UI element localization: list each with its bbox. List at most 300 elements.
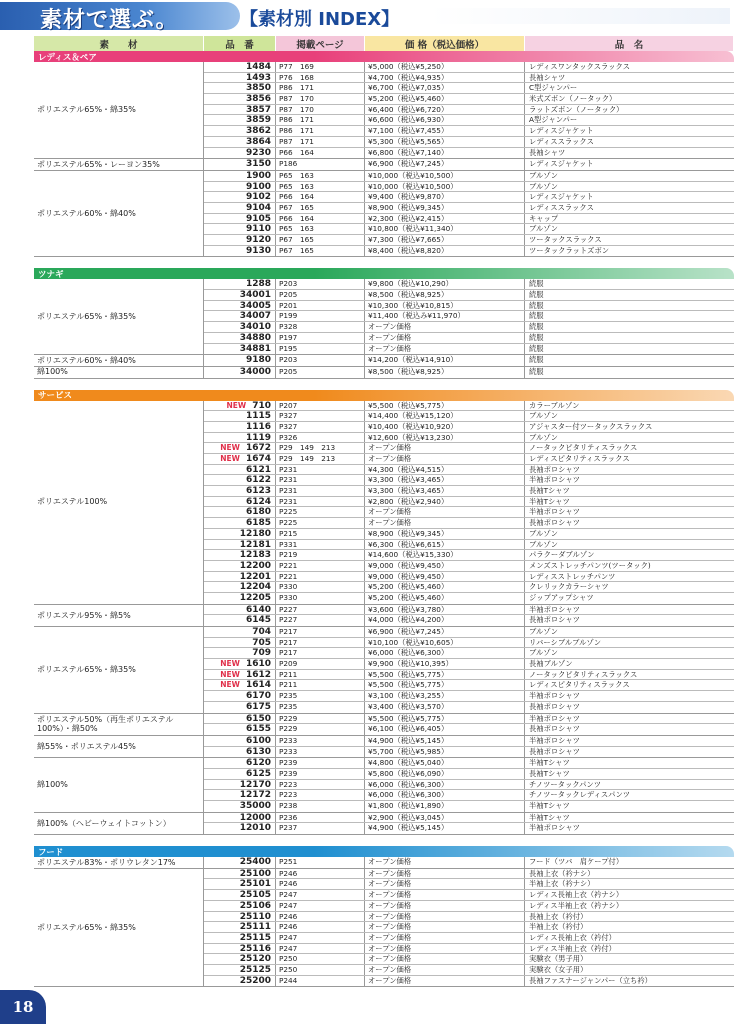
table-row [204,944,734,955]
price-cell: ¥14,400（税込¥15,120） [365,411,525,421]
product-name-cell: 長袖Tシャツ [529,486,570,496]
page-cell: P211 [276,670,365,680]
section-gap [34,257,734,268]
code-cell [204,976,276,987]
price-cell: ¥10,800（税込¥11,340） [365,224,525,234]
product-name-cell: 長袖Tシャツ [529,768,570,778]
page-cell: P237 [276,823,365,834]
product-code: 3862 [245,126,271,137]
product-code: 12170 [239,779,271,790]
column-header-material: 素 材 [34,36,204,51]
table-row [204,638,734,649]
code-cell [204,561,276,571]
product-code: 6175 [245,701,271,712]
price-cell: ¥5,700（税込¥5,985） [365,747,525,758]
product-code: 3856 [245,94,271,105]
product-name-cell: クレリックカラーシャツ [529,582,609,592]
product-code: 3150 [245,159,271,170]
price-cell: ¥6,100（税込¥6,405） [365,724,525,735]
table-row [204,443,734,454]
price-cell: ¥6,000（税込¥6,300） [365,780,525,790]
material-cell: ポリエステル65%・綿35% [34,869,204,987]
code-cell [204,126,276,136]
product-name-cell: リバーシブルブルゾン [529,637,602,647]
product-name-cell: 米式ズボン（ノータック） [529,94,617,104]
product-code: 9130 [245,245,271,256]
section-header: サービス [34,390,734,401]
page-cell: P219 [276,550,365,560]
table-row [204,680,734,691]
page-cell: P246 [276,912,365,922]
code-cell [204,659,276,669]
code-cell [204,518,276,528]
page-number: 18 [0,990,46,1024]
product-code: 25110 [239,911,271,922]
price-cell: オープン価格 [365,333,525,343]
page-cell: P66 164 [276,214,365,224]
product-code: 12183 [239,550,271,561]
code-cell [204,747,276,758]
code-cell [204,333,276,343]
code-cell [204,869,276,879]
price-cell: ¥7,100（税込¥7,455） [365,126,525,136]
table-row [204,529,734,540]
table-row [204,518,734,529]
header-decoration [430,8,730,24]
price-cell: オープン価格 [365,518,525,528]
product-code: 12010 [239,823,271,834]
price-cell: オープン価格 [365,933,525,943]
product-name-cell: ブルゾン [529,627,558,636]
price-cell: オープン価格 [365,322,525,332]
price-cell: ¥5,500（税込¥5,775） [365,680,525,690]
product-code: 34001 [239,290,271,301]
product-name-cell: ブルゾン [529,181,558,191]
table-row [204,126,734,137]
page-cell: P203 [276,279,365,289]
page-cell: P211 [276,680,365,690]
product-code: 6150 [245,713,271,724]
material-group [34,62,734,159]
product-name-cell: ジップアップシャツ [529,592,594,602]
page-cell: P77 169 [276,62,365,72]
group-rows [204,159,734,170]
price-cell: ¥6,900（税込¥7,245） [365,627,525,637]
group-rows [204,758,734,811]
group-rows [204,714,734,735]
product-name-cell: 実験衣（男子用） [529,954,588,964]
material-group [34,813,734,835]
price-cell: オープン価格 [365,454,525,464]
product-code: 12200 [239,560,271,571]
table-row [204,115,734,126]
price-cell: ¥6,300（税込¥6,615） [365,540,525,550]
product-code: 3857 [245,104,271,115]
page-cell: P197 [276,333,365,343]
product-name-cell: 続服 [529,300,544,310]
price-cell: オープン価格 [365,890,525,900]
product-name-cell: 長袖ポロシャツ [529,464,580,474]
code-cell [204,148,276,159]
product-code: 12204 [239,582,271,593]
table-row [204,790,734,801]
price-cell: ¥5,300（税込¥5,565） [365,137,525,147]
page-cell: P227 [276,605,365,615]
table-row [204,322,734,333]
product-name-cell: レディスジャケット [529,126,594,136]
material-cell: ポリエステル60%・綿40% [34,355,204,366]
page-cell: P86 171 [276,126,365,136]
product-name-cell: レディス長袖上衣（衿付） [529,932,616,942]
code-cell [204,83,276,93]
product-code: 1116 [245,421,271,432]
product-code: 25200 [239,975,271,986]
table-row [204,823,734,834]
group-rows [204,62,734,158]
product-code: 6180 [245,507,271,518]
product-code: 25100 [239,868,271,879]
price-cell: ¥8,500（税込¥8,925） [365,290,525,300]
page-cell: P217 [276,648,365,658]
code-cell [204,790,276,800]
code-cell [204,638,276,648]
code-cell [204,965,276,975]
code-cell [204,454,276,464]
product-code: 3850 [245,83,271,94]
code-cell [204,105,276,115]
product-name-cell: 半袖Tシャツ [529,496,570,506]
page-cell: P195 [276,344,365,355]
price-cell: ¥10,000（税込¥10,500） [365,171,525,181]
price-cell: ¥11,400（税込み¥11,970） [365,311,525,321]
code-cell [204,736,276,746]
table-row [204,670,734,681]
page-cell: P239 [276,769,365,779]
group-rows [204,279,734,354]
code-cell [204,344,276,355]
table-row [204,659,734,670]
table-row [204,83,734,94]
table-row [204,62,734,73]
product-code: 1610 [245,659,271,670]
code-cell [204,411,276,421]
page-cell: P231 [276,486,365,496]
page-cell: P76 168 [276,73,365,83]
product-name-cell: レディスピタリティスラックス [529,680,630,690]
section-header: ツナギ [34,268,734,279]
price-cell: ¥6,000（税込¥6,300） [365,790,525,800]
price-cell: ¥8,900（税込¥9,345） [365,529,525,539]
price-cell: ¥5,500（税込¥5,775） [365,714,525,724]
product-name-cell: レディススラックス [529,136,594,146]
material-group [34,159,734,171]
product-name-cell: ツータックスラックス [529,235,602,244]
price-cell: ¥6,700（税込¥7,035） [365,83,525,93]
table-row [204,137,734,148]
product-name-cell: 長袖ファスナージャンパー（立ち衿） [529,975,652,985]
price-cell: オープン価格 [365,976,525,987]
table-row [204,422,734,433]
product-code: 1288 [245,279,271,290]
table-row [204,901,734,912]
table-row [204,736,734,747]
table-row [204,73,734,84]
material-group [34,605,734,627]
table-section [34,268,734,378]
product-code: 9120 [245,235,271,245]
code-cell [204,171,276,181]
page-cell: P330 [276,582,365,592]
table-row [204,333,734,344]
price-cell: ¥2,800（税込¥2,940） [365,497,525,507]
table-row [204,582,734,593]
page-cell: P327 [276,411,365,421]
product-name-cell: 長袖ポロシャツ [529,518,580,528]
table-row [204,540,734,551]
product-code: 6155 [245,724,271,735]
price-cell: ¥4,800（税込¥5,040） [365,758,525,768]
code-cell [204,550,276,560]
code-cell [204,367,276,378]
product-name-cell: 半袖ポロシャツ [529,735,580,745]
material-cell: 綿100% [34,367,204,378]
page-cell: P238 [276,801,365,812]
price-cell: ¥5,500（税込¥5,775） [365,401,525,411]
product-code: 1674 [245,454,271,464]
code-cell [204,702,276,713]
product-code: 25125 [239,964,271,975]
product-code: 6124 [245,496,271,507]
code-cell [204,62,276,72]
product-code: 34007 [239,311,271,322]
product-name-cell: 半袖Tシャツ [529,812,570,822]
code-cell [204,443,276,453]
code-cell [204,73,276,83]
product-code: 1900 [245,170,271,181]
product-code: 704 [252,627,271,637]
material-group [34,869,734,988]
product-code: 12201 [239,571,271,582]
page-cell: P29 149 213 [276,443,365,453]
price-cell: ¥14,200（税込¥14,910） [365,355,525,366]
page-cell: P247 [276,944,365,954]
page-cell: P229 [276,714,365,724]
page-subtitle: 【素材別 INDEX】 [240,9,400,30]
product-name-cell: 長袖上衣（衿付） [529,911,588,921]
product-name-cell: ブルゾン [529,411,558,421]
table-row [204,769,734,780]
table-row [204,301,734,312]
price-cell: ¥9,400（税込¥9,870） [365,192,525,202]
page-cell: P223 [276,790,365,800]
product-code: 705 [252,637,271,648]
page-cell: P246 [276,869,365,879]
code-cell [204,159,276,170]
page-cell: P67 165 [276,246,365,257]
product-name-cell: C型ジャンパー [529,83,578,93]
group-rows [204,627,734,713]
table-row [204,214,734,225]
table-row [204,593,734,604]
page-cell: P225 [276,518,365,528]
price-cell: オープン価格 [365,443,525,453]
page-cell: P65 163 [276,171,365,181]
price-cell: ¥6,800（税込¥7,140） [365,148,525,159]
code-cell [204,401,276,411]
product-name-cell: ツータックラットズボン [529,245,610,255]
column-header-code: 品 番 [204,36,276,51]
table-row [204,401,734,412]
price-cell: ¥5,000（税込¥5,250） [365,62,525,72]
price-cell: ¥8,900（税込¥9,345） [365,203,525,213]
product-code: 6100 [245,735,271,746]
price-cell: ¥2,900（税込¥3,045） [365,813,525,823]
section-header: レディス＆ペア [34,51,734,62]
product-code: 35000 [239,801,271,811]
table-row [204,780,734,791]
product-name-cell: 半袖ポロシャツ [529,823,580,833]
price-cell: オープン価格 [365,901,525,911]
group-rows [204,367,734,378]
page-cell: P231 [276,465,365,475]
material-cell: ポリエステル83%・ポリウレタン17% [34,857,204,868]
table-row [204,857,734,868]
group-rows [204,355,734,366]
code-cell [204,724,276,735]
price-cell: ¥3,600（税込¥3,780） [365,605,525,615]
page-cell: P87 170 [276,105,365,115]
product-code: 9100 [245,181,271,192]
table-row [204,290,734,301]
code-cell [204,433,276,443]
code-cell [204,486,276,496]
product-code: 34880 [239,332,271,343]
material-index-table [34,36,734,987]
table-row [204,879,734,890]
table-row [204,203,734,214]
page-cell: P65 163 [276,182,365,192]
price-cell: ¥9,900（税込¥10,395） [365,659,525,669]
code-cell [204,529,276,539]
material-cell: 綿100% [34,758,204,811]
product-code: 34000 [239,366,271,377]
page-cell: P186 [276,159,365,170]
table-row [204,486,734,497]
code-cell [204,605,276,615]
code-cell [204,497,276,507]
table-row [204,954,734,965]
product-name-cell: 長袖ポロシャツ [529,746,580,756]
page-cell: P246 [276,879,365,889]
product-name-cell: 長袖ポロシャツ [529,701,580,711]
price-cell: ¥3,100（税込¥3,255） [365,691,525,701]
product-name-cell: ブルゾン [529,224,558,234]
code-cell [204,648,276,658]
code-cell [204,192,276,202]
material-group [34,355,734,367]
page-cell: P86 171 [276,115,365,125]
table-row [204,813,734,824]
page-cell: P66 164 [276,192,365,202]
material-group [34,401,734,605]
table-row [204,224,734,235]
page-cell: P246 [276,922,365,932]
code-cell [204,572,276,582]
page-cell: P327 [276,422,365,432]
product-name-cell: 半袖ポロシャツ [529,507,580,517]
page-cell: P223 [276,780,365,790]
product-code: 12205 [239,592,271,603]
table-row [204,747,734,758]
price-cell: ¥10,000（税込¥10,500） [365,182,525,192]
table-row [204,627,734,638]
code-cell [204,182,276,192]
table-section [34,846,734,987]
page-title: 素材で選ぶ。 [40,8,179,33]
product-name-cell: レディススラックス [529,202,594,212]
product-name-cell: 半袖Tシャツ [529,758,570,768]
product-code: 6140 [245,604,271,615]
product-name-cell: チノツータックレディスパンツ [529,790,631,800]
product-name-cell: 続服 [529,355,544,365]
code-cell [204,670,276,680]
page-cell: P66 164 [276,148,365,159]
material-group [34,627,734,714]
product-code: 6121 [245,464,271,475]
product-code: 34010 [239,322,271,333]
page-cell: P225 [276,507,365,517]
product-name-cell: フード（ツバ 肩ケープ付） [529,857,624,867]
material-group [34,758,734,812]
code-cell [204,823,276,834]
code-cell [204,94,276,104]
product-name-cell: 長袖上衣（衿ナシ） [529,868,595,878]
page-cell: P331 [276,540,365,550]
product-name-cell: 半袖上衣（衿付） [529,922,588,932]
table-row [204,922,734,933]
code-cell [204,933,276,943]
group-rows [204,605,734,626]
material-group [34,714,734,736]
table-row [204,976,734,987]
page-cell: P233 [276,736,365,746]
code-cell [204,901,276,911]
price-cell: オープン価格 [365,944,525,954]
table-row [204,344,734,355]
price-cell: ¥6,400（税込¥6,720） [365,105,525,115]
price-cell: ¥9,000（税込¥9,450） [365,561,525,571]
material-group [34,857,734,869]
code-cell [204,203,276,213]
product-name-cell: 実験衣（女子用） [529,964,588,974]
product-code: 25400 [239,857,271,868]
section-gap [34,835,734,846]
table-body [34,51,734,987]
table-row [204,890,734,901]
page-cell: P67 165 [276,203,365,213]
page-cell: P231 [276,497,365,507]
price-cell: オープン価格 [365,965,525,975]
table-row [204,648,734,659]
table-row [204,724,734,735]
section-gap [34,379,734,390]
product-code: 6185 [245,518,271,529]
table-row [204,691,734,702]
price-cell: ¥5,200（税込¥5,460） [365,94,525,104]
product-code: 9105 [245,213,271,224]
code-cell [204,615,276,626]
table-row [204,497,734,508]
